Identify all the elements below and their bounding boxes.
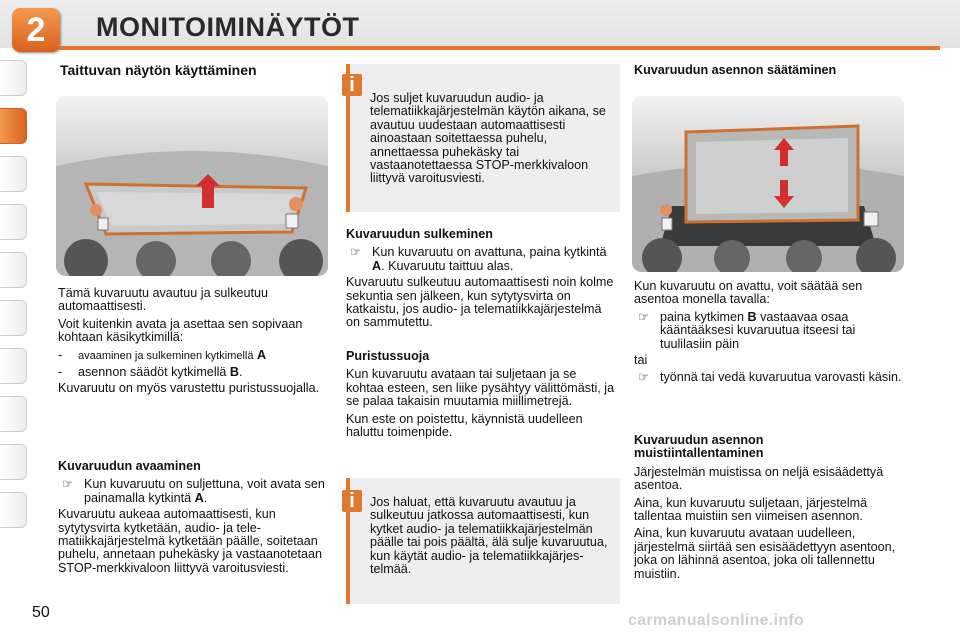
dash-symbol: - (58, 347, 63, 362)
bullet-text: Kun kuvaruutu on avattuna, paina kytkintä (372, 245, 607, 260)
memory-paragraph-1: Järjestelmän muistissa on neljä esisäädettyä asentoa. (634, 464, 884, 493)
switch-key-label: A (372, 258, 382, 273)
chapter-tab-active[interactable] (0, 108, 27, 144)
info-box-text: Jos suljet kuvaruudun audio- ja telematiikkajärjestelmän käytön aikana, se avautuu uudestaan automaattisesti ainoastaan soitettaessa puhelu, annettaessa puhekäsky tai vastaanotettaessa STOP-merkkivaloon liittyvä varoitusviesti. (370, 91, 606, 186)
closing-heading: Kuvaruudun sulkeminen (346, 227, 493, 241)
bullet-text: työnnä tai vedä kuvaruutua varovasti käsin. (660, 370, 902, 385)
info-box-text: Jos haluat, että kuvaruutu avautuu ja sulkeutuu jatkossa automaattisesti, kun kytket audio- ja telematiikkajärjestelmän päälle tai pois päältä, älä sulje kuvaruutua, kun käytät audio- ja telematiikkajärjestelmää. (370, 495, 608, 577)
screen-open-image (632, 96, 904, 272)
watermark: carmanualsonline.info (628, 612, 805, 629)
chapter-tab[interactable] (0, 396, 27, 432)
info-icon: i (342, 74, 362, 96)
header-rule (40, 46, 940, 50)
info-box-reopen (346, 64, 620, 212)
closing-body: Kuvaruutu sulkeutuu automaattisesti noin kolme sekuntia sen jälkeen, kun sytytysvirta on katkaistu, jos audio- ja telematiikkajärjestelmä on sammutettu. (346, 275, 614, 330)
adjust-section (634, 280, 904, 388)
chapter-tabs (0, 60, 30, 540)
page-title: MONITOIMINÄYTÖT (96, 12, 360, 42)
dash-item-text: avaaminen ja sulkeminen kytkimellä (78, 349, 254, 362)
pinch-body-2: Kun este on poistettu, käynnistä uudelleen haluttu toimenpide. (346, 411, 583, 440)
closing-section (346, 228, 616, 334)
adjust-bullet-switch (634, 311, 904, 351)
bullet-text: Kun kuvaruutu on suljettuna, voit avata sen painamalla kytkintä (84, 477, 325, 505)
manual-paragraph: Voit kuitenkin avata ja asettaa sen sopivaan kohtaan käsikytkimillä: (58, 316, 303, 345)
opening-section (58, 460, 328, 579)
memory-paragraph-2: Aina, kun kuvaruutu suljetaan, järjestelmä tallentaa muistiin sen viimeisen asennon. (634, 495, 868, 524)
dash-item-text: asennon säädöt kytkimellä (78, 365, 227, 380)
info-box-automatic (346, 478, 620, 604)
chapter-tab[interactable] (0, 60, 27, 96)
column1-text (58, 287, 328, 400)
chapter-tab[interactable] (0, 300, 27, 336)
pointing-hand-icon: ☞ (638, 370, 650, 385)
chapter-tab[interactable] (0, 156, 27, 192)
chapter-tab[interactable] (0, 444, 27, 480)
dash-item-open-close (58, 349, 328, 363)
chapter-tab[interactable] (0, 348, 27, 384)
section-heading-folding-screen: Taittuvan näytön käyttäminen (60, 62, 257, 78)
opening-heading: Kuvaruudun avaaminen (58, 459, 201, 473)
closing-bullet (346, 246, 616, 273)
bullet-text-end: vastaavaa osaa kääntääksesi kuvaruutua itseesi tai tuulilasiin päin (660, 309, 856, 351)
opening-bullet: ☞ Kun kuvaruutu on suljettuna, voit avata sen painamalla kytkintä A. (58, 478, 328, 505)
opening-body: Kuvaruutu aukeaa automaattisesti, kun sytytysvirta kytketään, audio- ja telematiikkajärjestelmä kytketään päälle, soitetaan puhelu, annetaan puhekäsky ja vastaanotetaan STOP-merkkivaloon liittyvä varoitusviesti. (58, 507, 322, 575)
switch-key-label: A (194, 490, 204, 505)
pinch-heading: Puristussuoja (346, 349, 430, 363)
memory-section (634, 434, 904, 585)
adjust-heading: Kuvaruudun asennon säätäminen (634, 63, 837, 77)
page-number: 50 (32, 604, 50, 621)
bullet-text: paina kytkimen (660, 309, 744, 324)
pointing-hand-icon: ☞ (350, 245, 362, 260)
switch-key-label: A (256, 347, 267, 362)
memory-paragraph-3: Aina, kun kuvaruutu avataan uudelleen, järjestelmä siirtää sen esisäädettyyn asentoon, joka on lähinnä asentoa, joka oli tallennettu muistiin. (634, 526, 896, 581)
intro-paragraph: Tämä kuvaruutu avautuu ja sulkeutuu automaattisesti. (58, 286, 269, 314)
dash-item-adjust: - asennon säädöt kytkimellä B. (58, 365, 243, 380)
pointing-hand-icon: ☞ (638, 309, 650, 324)
chapter-number-badge: 2 (12, 8, 60, 52)
or-text: tai (634, 353, 648, 368)
adjust-bullet-manual (634, 371, 904, 384)
switch-key-label: B (747, 309, 757, 324)
chapter-tab[interactable] (0, 492, 27, 528)
protection-paragraph: Kuvaruutu on myös varustettu puristussuojalla. (58, 381, 320, 396)
pointing-hand-icon: ☞ (62, 477, 74, 492)
dash-symbol: - (58, 365, 63, 380)
pinch-section (346, 350, 616, 443)
adjust-intro: Kun kuvaruutu on avattu, voit säätää sen asentoa monella tavalla: (634, 279, 863, 307)
screen-closed-image (56, 96, 328, 276)
chapter-tab[interactable] (0, 204, 27, 240)
bullet-text-end: . Kuvaruutu taittuu alas. (381, 258, 514, 273)
chapter-tab[interactable] (0, 252, 27, 288)
memory-heading: Kuvaruudun asennon muistiintallentaminen (634, 433, 764, 461)
pinch-body-1: Kun kuvaruutu avataan tai suljetaan ja se kohtaa esteen, sen liike pysähtyy välittömästi, ja se palaa takaisin muutamia miillimetrejä. (346, 367, 615, 409)
info-icon: i (342, 490, 362, 512)
switch-key-label: B (229, 365, 240, 380)
